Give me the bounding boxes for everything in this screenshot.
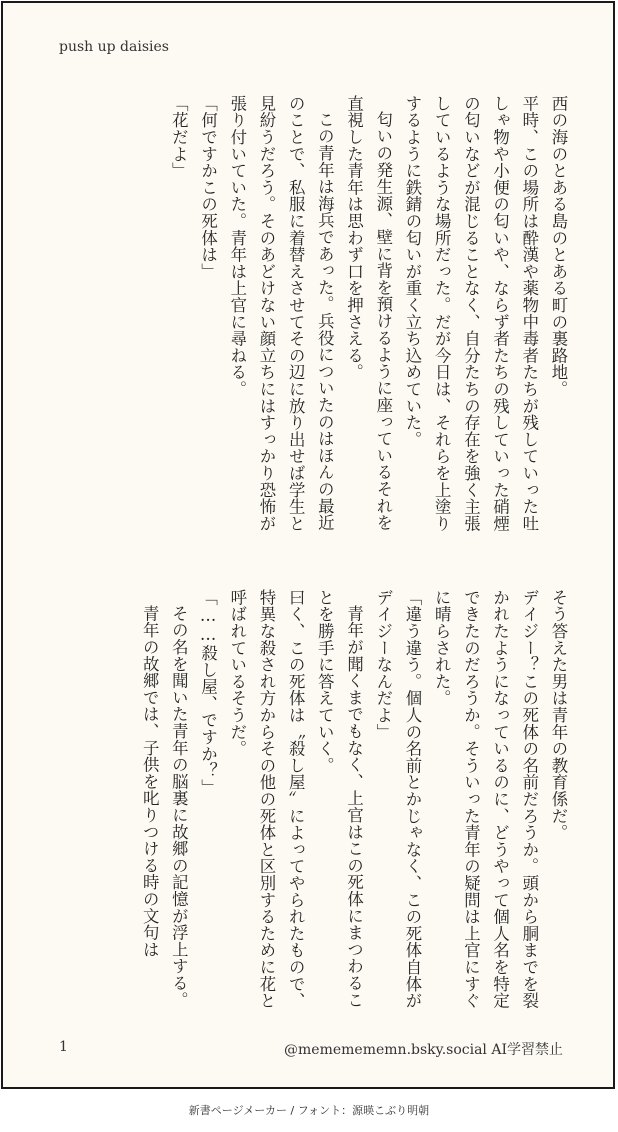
- paragraph: 平時、この場所は酔漢や薬物中毒者たちが残していった吐しゃ物や小便の匂いや、ならず者たちの残していった硝煙の匂いなどが混じることなく、自分たちの存在を強く主張しているような場所だった。だが今日は、それらを上塗りするように鉄錆の匂いが重く立ち込めていた。: [402, 95, 539, 532]
- paragraph: 「花だよ」: [169, 95, 189, 179]
- page-number: 1: [59, 1039, 68, 1055]
- paragraph: 「違う違う。個人の名前とかじゃなく、この死体自体がデイジーなんだよ」: [373, 589, 422, 1009]
- paragraph: 「……殺し屋、ですか？」: [198, 589, 218, 796]
- paragraph: 西の海のとある島のとある町の裏路地。: [549, 95, 568, 398]
- paragraph: 青年の故郷では、子供を叱りつける時の文句は: [140, 605, 160, 959]
- paragraph: 「何ですかこの死体は」: [198, 95, 218, 280]
- paragraph: デイジー？この死体の名前だろうか。頭から胴までを裂かれたようになっているのに、どうやって個人名を特定できたのだろうか。そういった青年の疑問は上官にすぐに晴らされた。: [432, 589, 539, 1009]
- paragraph: この青年は海兵であった。兵役についたのはほんの最近のことで、私服に着替えさせてその辺に放り出せば学生と見紛うだろう。そのあどけない顔立ちにはすっかり恐怖が張り付いていた。青年は上官に尋ねる。: [227, 95, 335, 532]
- paragraph: 匂いの発生源、壁に背を預けるように座っているそれを直視した青年は思わず口を押さえる。: [344, 95, 393, 532]
- paragraph: その名を聞いた青年の脳裏に故郷の記憶が浮上する。: [169, 605, 189, 1009]
- generator-credit: 新書ページメーカー / フォント：源暎こぶり明朝: [188, 1104, 430, 1117]
- page-header-title: push up daisies: [59, 39, 169, 55]
- book-page: [1, 1, 615, 1089]
- text-block-top: [63, 95, 573, 535]
- paragraph: 曰く、この死体は〝殺し屋〟によってやられたもので、特異な殺され方からその他の死体と区別するために花と呼ばれているそうだ。: [227, 589, 306, 1009]
- paragraph: 青年が聞くまでもなく、上官はこの死体にまつわることを勝手に答えていく。: [315, 589, 364, 1009]
- text-block-bottom: [63, 589, 573, 1017]
- author-handle: @mememememn.bsky.social AI学習禁止: [284, 1042, 563, 1058]
- paragraph: そう答えた男は青年の教育係だ。: [549, 589, 568, 841]
